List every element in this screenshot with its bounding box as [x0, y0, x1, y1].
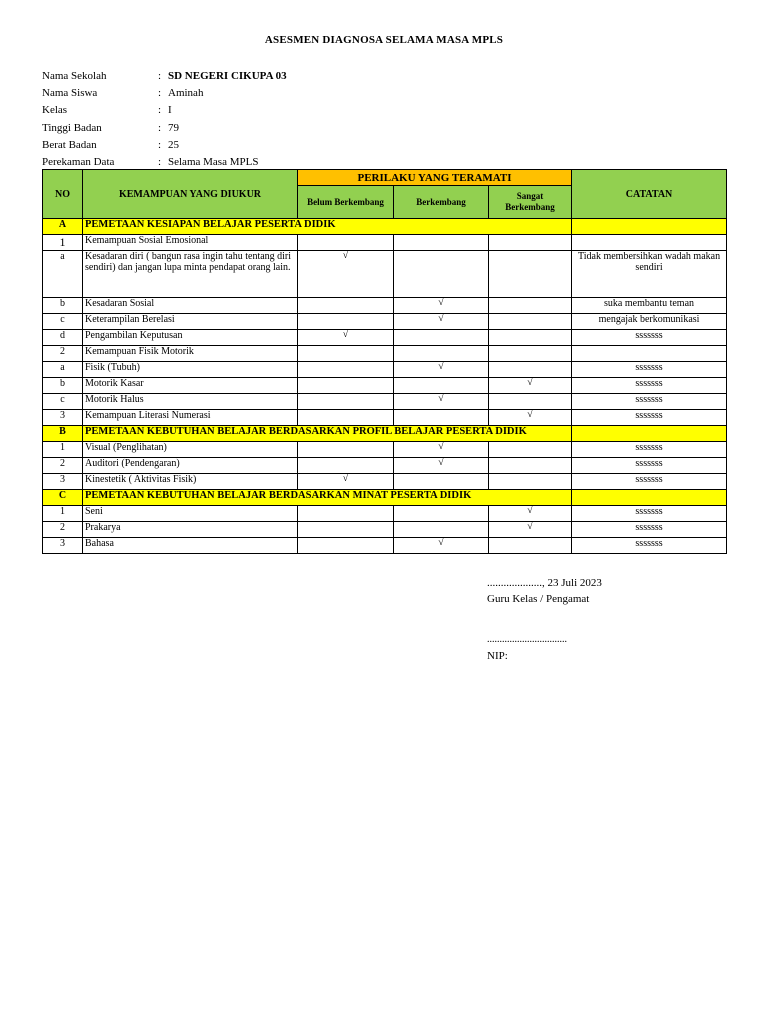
section-row [43, 219, 727, 235]
info-value: I [168, 104, 172, 117]
row-label: Visual (Penglihatan) [83, 442, 298, 458]
check-berkembang [394, 522, 489, 538]
row-number: 3 [43, 538, 83, 554]
check-berkembang: √ [394, 442, 489, 458]
table-row [43, 251, 727, 298]
check-sangat: √ [489, 378, 572, 394]
row-label: Seni [83, 506, 298, 522]
section-letter: C [43, 490, 83, 506]
info-label: Perekaman Data [42, 156, 115, 169]
table-row [43, 378, 727, 394]
assessment-table [42, 169, 727, 554]
row-number: c [43, 394, 83, 410]
row-note: sssssss [572, 442, 727, 458]
section-letter: B [43, 426, 83, 442]
check-belum [298, 394, 394, 410]
check-sangat [489, 538, 572, 554]
check-berkembang [394, 410, 489, 426]
check-belum: √ [298, 330, 394, 346]
check-sangat [489, 314, 572, 330]
row-note: sssssss [572, 394, 727, 410]
row-number: 3 [43, 474, 83, 490]
header-berkembang: Berkembang [394, 186, 489, 219]
row-number: 1 [43, 442, 83, 458]
check-belum: √ [298, 251, 394, 298]
check-sangat: √ [489, 506, 572, 522]
row-number: 2 [43, 346, 83, 362]
row-note: sssssss [572, 378, 727, 394]
section-title: PEMETAAN KEBUTUHAN BELAJAR BERDASARKAN PROFIL BELAJAR PESERTA DIDIK [83, 426, 572, 442]
row-label: Bahasa [83, 538, 298, 554]
table-row [43, 474, 727, 490]
info-label: Tinggi Badan [42, 121, 102, 134]
header-no: NO [43, 170, 83, 219]
row-label: Auditori (Pendengaran) [83, 458, 298, 474]
row-label: Kinestetik ( Aktivitas Fisik) [83, 474, 298, 490]
table-row [43, 235, 727, 251]
row-label: Fisik (Tubuh) [83, 362, 298, 378]
row-number: c [43, 314, 83, 330]
check-sangat [489, 474, 572, 490]
check-sangat [489, 346, 572, 362]
row-label: Pengambilan Keputusan [83, 330, 298, 346]
row-note: sssssss [572, 458, 727, 474]
document-title: ASESMEN DIAGNOSA SELAMA MASA MPLS [264, 34, 504, 46]
section-title: PEMETAAN KEBUTUHAN BELAJAR BERDASARKAN MINAT PESERTA DIDIK [83, 490, 572, 506]
info-colon: : [158, 69, 162, 82]
row-number: 3 [43, 410, 83, 426]
check-sangat [489, 251, 572, 298]
check-berkembang [394, 506, 489, 522]
check-berkembang: √ [394, 362, 489, 378]
row-number: a [43, 251, 83, 298]
check-berkembang [394, 235, 489, 251]
row-label: Keterampilan Berelasi [83, 314, 298, 330]
section-row [43, 426, 727, 442]
row-note: sssssss [572, 538, 727, 554]
row-note: sssssss [572, 506, 727, 522]
info-row [42, 84, 287, 101]
info-colon: : [158, 86, 162, 99]
check-belum [298, 314, 394, 330]
row-label: Kemampuan Sosial Emosional [83, 235, 298, 251]
row-note [572, 346, 727, 362]
check-belum [298, 362, 394, 378]
row-note: suka membantu teman [572, 298, 727, 314]
table-row [43, 394, 727, 410]
info-label: Nama Siswa [42, 86, 98, 99]
table-row [43, 506, 727, 522]
info-colon: : [158, 156, 162, 169]
info-row [42, 102, 287, 119]
check-sangat [489, 458, 572, 474]
student-info [42, 67, 287, 171]
info-row [42, 119, 287, 136]
row-label: Motorik Halus [83, 394, 298, 410]
row-label: Kesadaran diri ( bangun rasa ingin tahu tentang diri sendiri) dan jangan lupa minta pendapat orang lain. [83, 251, 298, 298]
row-number: d [43, 330, 83, 346]
check-berkembang [394, 346, 489, 362]
check-berkembang [394, 330, 489, 346]
check-belum [298, 235, 394, 251]
table-row [43, 410, 727, 426]
check-berkembang [394, 474, 489, 490]
check-berkembang [394, 378, 489, 394]
check-berkembang [394, 251, 489, 298]
row-note: sssssss [572, 474, 727, 490]
check-sangat: √ [489, 410, 572, 426]
check-sangat [489, 235, 572, 251]
signature-line: ................................ [487, 634, 567, 645]
row-note: sssssss [572, 522, 727, 538]
check-berkembang: √ [394, 394, 489, 410]
row-number: b [43, 298, 83, 314]
info-value: Selama Masa MPLS [168, 156, 259, 169]
row-note: mengajak berkomunikasi [572, 314, 727, 330]
table-row [43, 330, 727, 346]
header-perilaku: PERILAKU YANG TERAMATI [298, 170, 572, 186]
header-belum: Belum Berkembang [298, 186, 394, 219]
info-colon: : [158, 138, 162, 151]
row-label: Kemampuan Literasi Numerasi [83, 410, 298, 426]
info-label: Nama Sekolah [42, 69, 107, 82]
signature-nip: NIP: [487, 650, 508, 662]
row-label: Kemampuan Fisik Motorik [83, 346, 298, 362]
row-number: b [43, 378, 83, 394]
table-row [43, 458, 727, 474]
info-value: SD NEGERI CIKUPA 03 [168, 69, 287, 82]
check-belum [298, 522, 394, 538]
info-colon: : [158, 121, 162, 134]
row-label: Motorik Kasar [83, 378, 298, 394]
table-row [43, 538, 727, 554]
check-sangat [489, 362, 572, 378]
table-row [43, 346, 727, 362]
check-belum [298, 458, 394, 474]
section-title: PEMETAAN KESIAPAN BELAJAR PESERTA DIDIK [83, 219, 572, 235]
check-belum [298, 378, 394, 394]
row-note: sssssss [572, 410, 727, 426]
check-berkembang: √ [394, 458, 489, 474]
signature-date: ...................., 23 Juli 2023 [487, 577, 602, 589]
row-note: sssssss [572, 330, 727, 346]
check-berkembang: √ [394, 538, 489, 554]
info-value: 25 [168, 138, 179, 151]
section-letter: A [43, 219, 83, 235]
info-row [42, 67, 287, 84]
row-number: a [43, 362, 83, 378]
table-row [43, 442, 727, 458]
check-berkembang: √ [394, 314, 489, 330]
info-row [42, 136, 287, 153]
section-note [572, 490, 727, 506]
section-note [572, 426, 727, 442]
table-row [43, 298, 727, 314]
info-value: 79 [168, 121, 179, 134]
table-row [43, 362, 727, 378]
row-label: Kesadaran Sosial [83, 298, 298, 314]
signature-role: Guru Kelas / Pengamat [487, 593, 590, 605]
check-belum [298, 346, 394, 362]
header-kemampuan: KEMAMPUAN YANG DIUKUR [83, 170, 298, 219]
row-label: Prakarya [83, 522, 298, 538]
check-belum [298, 538, 394, 554]
check-belum [298, 506, 394, 522]
table-row [43, 314, 727, 330]
table-row [43, 522, 727, 538]
row-number: 1 [43, 506, 83, 522]
row-note: Tidak membersihkan wadah makan sendiri [572, 251, 727, 298]
row-note [572, 235, 727, 251]
row-number: 2 [43, 458, 83, 474]
section-row [43, 490, 727, 506]
info-label: Kelas [42, 104, 68, 117]
info-label: Berat Badan [42, 138, 97, 151]
check-sangat: √ [489, 522, 572, 538]
check-sangat [489, 298, 572, 314]
check-belum [298, 410, 394, 426]
check-sangat [489, 442, 572, 458]
section-note [572, 219, 727, 235]
row-note: sssssss [572, 362, 727, 378]
check-sangat [489, 330, 572, 346]
header-catatan: CATATAN [572, 170, 727, 219]
check-belum [298, 442, 394, 458]
check-sangat [489, 394, 572, 410]
check-berkembang: √ [394, 298, 489, 314]
header-sangat: Sangat Berkembang [489, 186, 572, 219]
row-number: 2 [43, 522, 83, 538]
info-value: Aminah [168, 86, 204, 99]
row-number: 1 [43, 235, 83, 251]
info-colon: : [158, 104, 162, 117]
check-belum [298, 298, 394, 314]
check-belum: √ [298, 474, 394, 490]
